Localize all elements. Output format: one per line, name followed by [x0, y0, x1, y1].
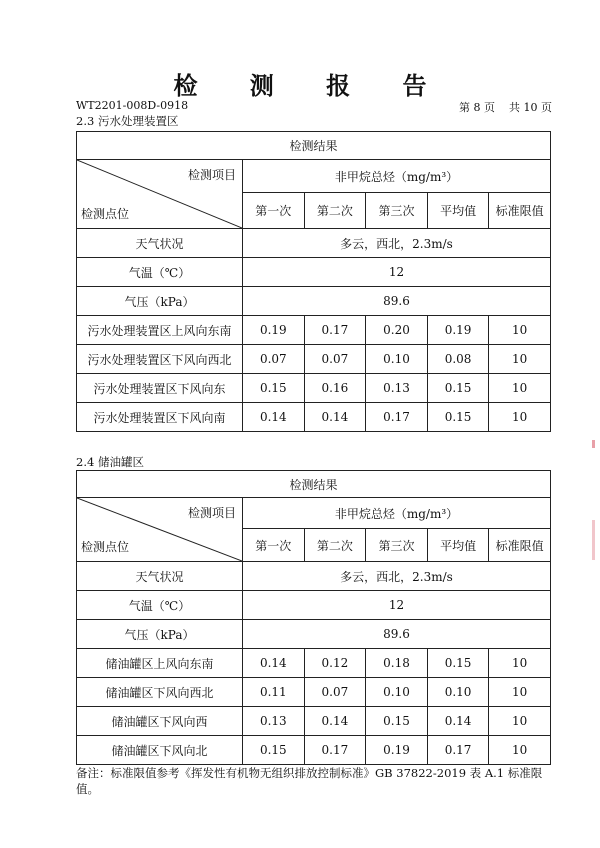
value-cell: 10 [489, 649, 551, 678]
value-cell: 0.20 [366, 316, 428, 345]
value-cell: 10 [489, 316, 551, 345]
value-cell: 0.07 [304, 345, 366, 374]
parameter-header: 非甲烷总烃（mg/m³） [243, 160, 551, 193]
column-header: 平均值 [427, 529, 489, 562]
table-row [77, 649, 551, 678]
report-number: WT2201-008D-0918 [76, 99, 189, 112]
value-cell: 0.13 [366, 374, 428, 403]
weather-value: 多云，西北，2.3m/s [243, 229, 551, 258]
value-cell: 0.08 [427, 345, 489, 374]
pressure-value: 89.6 [243, 620, 551, 649]
page-info [459, 99, 552, 115]
seal-mark [592, 440, 595, 448]
table-row [77, 374, 551, 403]
value-cell: 0.18 [366, 649, 428, 678]
point-name: 储油罐区下风向西北 [77, 678, 243, 707]
value-cell: 0.07 [243, 345, 305, 374]
column-header: 第二次 [304, 193, 366, 229]
value-cell: 0.19 [427, 316, 489, 345]
value-cell: 0.17 [366, 403, 428, 432]
point-name: 污水处理装置区下风向东 [77, 374, 243, 403]
column-header: 第一次 [243, 193, 305, 229]
results-table-sewage [76, 131, 551, 432]
column-header: 标准限值 [489, 193, 551, 229]
column-header: 第一次 [243, 529, 305, 562]
value-cell: 0.10 [427, 678, 489, 707]
table-row [77, 403, 551, 432]
value-cell: 0.14 [243, 403, 305, 432]
page-current: 第 8 页 [459, 101, 495, 114]
value-cell: 0.15 [427, 649, 489, 678]
value-cell: 0.13 [243, 707, 305, 736]
section-heading-sewage: 2.3 污水处理装置区 [76, 114, 179, 128]
table-row [77, 736, 551, 765]
header-diagonal-cell [77, 160, 243, 229]
value-cell: 10 [489, 374, 551, 403]
value-cell: 10 [489, 707, 551, 736]
value-cell: 0.07 [304, 678, 366, 707]
page-total: 共 10 页 [509, 101, 552, 114]
value-cell: 0.12 [304, 649, 366, 678]
weather-label: 天气状况 [77, 229, 243, 258]
value-cell: 10 [489, 345, 551, 374]
value-cell: 0.14 [427, 707, 489, 736]
temperature-label: 气温（℃） [77, 591, 243, 620]
value-cell: 0.15 [427, 403, 489, 432]
value-cell: 0.11 [243, 678, 305, 707]
table-title: 检测结果 [77, 132, 551, 160]
parameter-header: 非甲烷总烃（mg/m³） [243, 498, 551, 529]
value-cell: 0.15 [366, 707, 428, 736]
report-title: 检 测 报 告 [173, 72, 449, 100]
point-name: 污水处理装置区下风向南 [77, 403, 243, 432]
results-table-oil-tank [76, 470, 551, 765]
point-name: 储油罐区上风向东南 [77, 649, 243, 678]
value-cell: 0.15 [243, 374, 305, 403]
weather-label: 天气状况 [77, 562, 243, 591]
value-cell: 0.19 [366, 736, 428, 765]
temperature-label: 气温（℃） [77, 258, 243, 287]
section-heading-oil-tank: 2.4 储油罐区 [76, 455, 144, 469]
pressure-label: 气压（kPa） [77, 287, 243, 316]
value-cell: 0.10 [366, 345, 428, 374]
value-cell: 0.14 [304, 707, 366, 736]
column-header: 第三次 [366, 529, 428, 562]
value-cell: 0.17 [304, 316, 366, 345]
value-cell: 0.15 [427, 374, 489, 403]
column-header: 标准限值 [489, 529, 551, 562]
table-row [77, 345, 551, 374]
item-label: 检测项目 [187, 506, 236, 520]
value-cell: 0.16 [304, 374, 366, 403]
pressure-value: 89.6 [243, 287, 551, 316]
value-cell: 10 [489, 736, 551, 765]
pressure-label: 气压（kPa） [77, 620, 243, 649]
value-cell: 0.14 [243, 649, 305, 678]
value-cell: 10 [489, 678, 551, 707]
value-cell: 0.19 [243, 316, 305, 345]
point-name: 储油罐区下风向北 [77, 736, 243, 765]
column-header: 平均值 [427, 193, 489, 229]
column-header: 第三次 [366, 193, 428, 229]
point-label: 检测点位 [81, 540, 130, 554]
footnote: 备注：标准限值参考《挥发性有机物无组织排放控制标准》GB 37822-2019 表 A.1 标准限值。 [76, 766, 543, 796]
column-header: 第二次 [304, 529, 366, 562]
value-cell: 10 [489, 403, 551, 432]
weather-value: 多云，西北，2.3m/s [243, 562, 551, 591]
item-label: 检测项目 [187, 168, 236, 182]
table-row [77, 678, 551, 707]
point-name: 污水处理装置区上风向东南 [77, 316, 243, 345]
table-row [77, 316, 551, 345]
value-cell: 0.17 [427, 736, 489, 765]
temperature-value: 12 [243, 591, 551, 620]
table-title: 检测结果 [77, 471, 551, 498]
value-cell: 0.15 [243, 736, 305, 765]
value-cell: 0.10 [366, 678, 428, 707]
point-label: 检测点位 [81, 207, 130, 221]
table-row [77, 707, 551, 736]
value-cell: 0.17 [304, 736, 366, 765]
point-name: 储油罐区下风向西 [77, 707, 243, 736]
temperature-value: 12 [243, 258, 551, 287]
seal-mark [592, 520, 595, 560]
value-cell: 0.14 [304, 403, 366, 432]
header-diagonal-cell [77, 498, 243, 562]
point-name: 污水处理装置区下风向西北 [77, 345, 243, 374]
